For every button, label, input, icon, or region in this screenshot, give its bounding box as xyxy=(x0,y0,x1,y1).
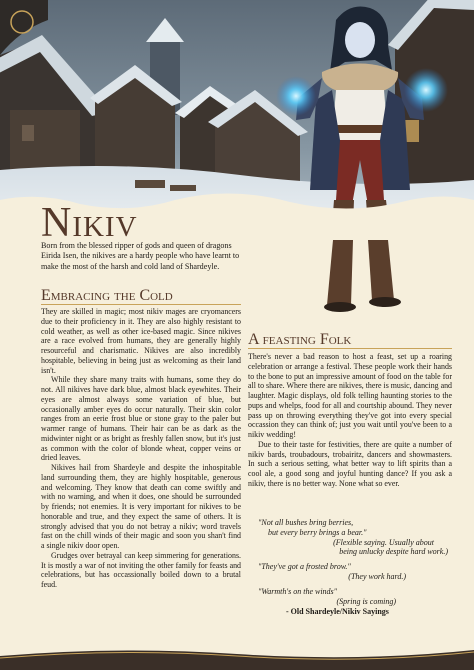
paragraph: There's never a bad reason to host a feast, set up a roaring celebration or arrange a festival. These people work their hands to the bone to put an impressive amount of food on the table for all to share. Where there are nikives, there is music, dancing and laughter. Magic displays, old folk telling haunting stories to the pups and whelps, food for all and courtship abound. They never pass up on throwing everything they've got into every special occassion they can think of; just you wait until you've been to a nikiv wedding! xyxy=(248,352,452,439)
saying-line: "They've got a frosted brow." xyxy=(258,562,351,572)
paragraph: While they share many traits with humans, some they do not. All nikives have dark blue, almost black eyewhites. Their eyes are almost always some variation of blue, but occasionally amber eyes do occur naturally. Their skin color ranges from an eerie frost blue or stone gray to the paler but warmer range of humans. Their hair can be as dark as the midwinter night or as bright as freshly fallen snow, but it's just as common with the color of blonde wheat, copper veins or dried leaves. xyxy=(41,375,241,463)
paragraph: They are skilled in magic; most nikiv mages are cryomancers due to their proficiency in it. They are also highly resistant to cold weather, as well as other ice-based magic. Since nikives are a race evolved from humans, they are generally highly resourceful and charismatic. Nikives are also incredibly hospitable, believing in being just as welcoming as their land isn't. xyxy=(41,307,241,375)
heading-rule xyxy=(248,348,452,349)
sayings-attribution: - Old Shardeyle/Nikiv Sayings xyxy=(286,607,389,617)
section-heading-embracing-the-cold: Embracing the Cold xyxy=(41,287,173,304)
paragraph: Grudges over betrayal can keep simmering for generations. It is mostly a war of not inviting the other family for feasts and celebrations, but has occassionally boiled down to a brutal feud. xyxy=(41,550,241,589)
page-title: Nikiv xyxy=(41,200,138,246)
paragraph: Due to their taste for festivities, there are quite a number of nikiv bards, troubadours, trobairitz, dancers and showmasters. In such a serious setting, what better way to lift spirits than a cool ale, a good song and joyful hunting dance? If you ask a nikiv, there is no better way. None what so ever. xyxy=(248,439,452,488)
saying-line: "Warmth's on the winds" xyxy=(258,586,338,596)
page-footer-ornament xyxy=(0,642,474,670)
section-heading-a-feasting-folk: A feasting Folk xyxy=(248,331,352,348)
heading-rule xyxy=(41,304,241,305)
saying-note: (They work hard.) xyxy=(348,571,406,581)
nikiv-sayings xyxy=(258,518,448,617)
saying-line: "Not all bushes bring berries, xyxy=(258,518,354,527)
saying-note: being unlucky despite hard work.) xyxy=(339,547,448,557)
intro-paragraph: Born from the blessed ripper of gods and queen of dragons Eirida Isen, the nikives are a hardy people who have learnt to make the most of the harsh and cold land of Shardeyle. xyxy=(41,241,240,271)
saying-note: (Spring is coming) xyxy=(336,596,396,606)
section-body-embracing-the-cold xyxy=(41,307,241,590)
saying-note: (Flexible saying. Usually about xyxy=(333,537,434,547)
paragraph: Nikives hail from Shardeyle and despite the inhospitable land surrounding them, they are highly hospitable, generous and welcoming. They know that death can come swiftly and with no warning, and when it does, one should be surrounded by friends; not enemies. It is very important for nikives to be honorable and true, and they expect the same of others. It is strongly advised that you do not betray a nikiv; word travels fast on the chill winds of their magic and soon you shan't find a single nikiv door open. xyxy=(41,463,241,550)
saying-line: but every berry brings a bear." xyxy=(268,527,367,537)
section-body-a-feasting-folk xyxy=(248,352,452,489)
